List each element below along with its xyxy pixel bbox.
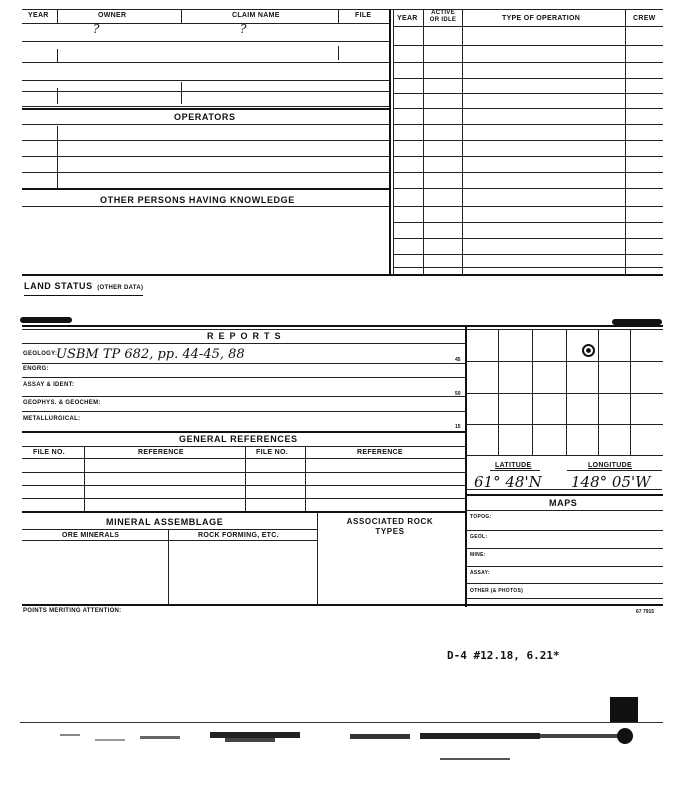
- reference-header-2: REFERENCE: [357, 449, 403, 456]
- geology-value: USBM TP 682, pp. 44-45, 88: [56, 347, 245, 362]
- points-meriting-attention: POINTS MERITING ATTENTION:: [23, 608, 122, 614]
- geophys-label: GEOPHYS. & GEOCHEM:: [23, 400, 101, 406]
- operators-title: OPERATORS: [174, 112, 236, 122]
- latitude-label: LATITUDE: [495, 462, 532, 469]
- longitude-label: LONGITUDE: [588, 462, 632, 469]
- claim-unknown: ?: [240, 22, 247, 36]
- file-no-header-1: FILE NO.: [33, 449, 65, 456]
- location-marker-icon: [582, 344, 595, 357]
- assay-ident-label: ASSAY & IDENT:: [23, 382, 75, 388]
- geology-label: GEOLOGY:: [23, 351, 58, 357]
- year-header: YEAR: [28, 12, 49, 19]
- mineral-assemblage-title: MINERAL ASSEMBLAGE: [106, 517, 224, 527]
- associated-rock-types-header: ASSOCIATED ROCK TYPES: [346, 517, 434, 536]
- reference-header-1: REFERENCE: [138, 449, 184, 456]
- maps-topog: TOPOG:: [470, 514, 492, 520]
- metallurgical-label: METALLURGICAL:: [23, 416, 81, 422]
- maps-title: MAPS: [549, 498, 578, 508]
- maps-other: OTHER (& PHOTOS): [470, 588, 524, 594]
- ore-minerals-header: ORE MINERALS: [62, 532, 120, 539]
- latitude-value: 61° 48'N: [474, 473, 542, 491]
- crew-header: CREW: [633, 15, 656, 22]
- maps-geol: GEOL:: [470, 534, 488, 540]
- reports-title: REPORTS: [207, 331, 286, 341]
- file-no-header-2: FILE NO.: [256, 449, 288, 456]
- form-number: 67 7915: [636, 609, 655, 615]
- assay-code: 50: [455, 391, 461, 397]
- metallurgical-code: 15: [455, 424, 461, 430]
- file-header: FILE: [355, 12, 372, 19]
- owner-header: OWNER: [98, 12, 127, 19]
- footer-stamp: D-4 #12.18, 6.21*: [447, 649, 560, 662]
- type-of-operation-header: TYPE OF OPERATION: [502, 15, 581, 22]
- claim-name-header: CLAIM NAME: [232, 12, 280, 19]
- active-idle-header: ACTIVE OR IDLE: [429, 10, 457, 23]
- top-black-mark-left: [20, 317, 72, 323]
- general-references-title: GENERAL REFERENCES: [179, 434, 298, 444]
- scan-artifact-block: [610, 697, 638, 722]
- scan-noise-strip: [20, 724, 668, 764]
- longitude-value: 148° 05'W: [571, 473, 651, 491]
- land-status: [24, 276, 143, 296]
- land-status-title: LAND STATUS: [24, 281, 93, 291]
- ops-year-header: YEAR: [397, 15, 418, 22]
- engrg-label: ENGRG:: [23, 366, 49, 372]
- maps-assay: ASSAY:: [470, 570, 490, 576]
- land-status-note: (OTHER DATA): [97, 285, 144, 291]
- geology-code: 45: [455, 357, 461, 363]
- maps-mine: MINE:: [470, 552, 486, 558]
- owner-unknown: ?: [93, 22, 100, 36]
- other-persons-title: OTHER PERSONS HAVING KNOWLEDGE: [100, 195, 295, 205]
- rock-forming-header: ROCK FORMING, ETC.: [198, 532, 279, 539]
